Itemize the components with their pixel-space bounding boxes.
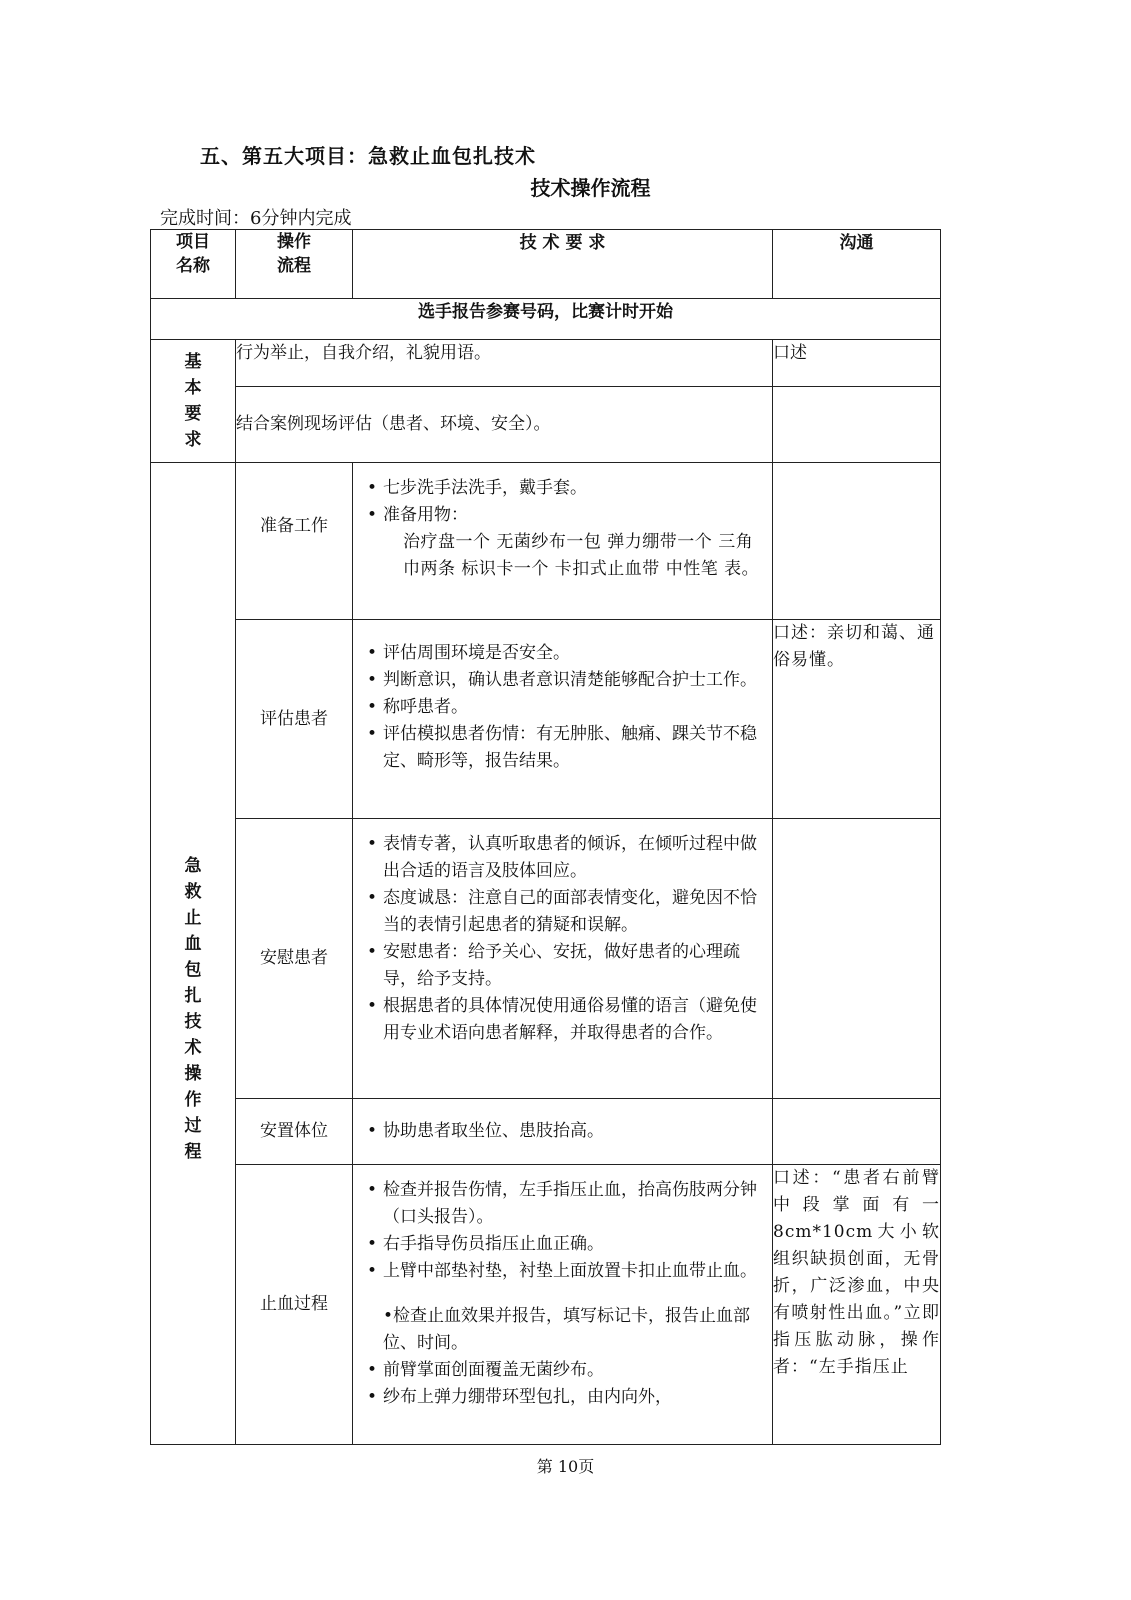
step-comm-hemostasis: 口述：“患者右前臂中段掌面有一8cm*10cm大小软组织缺损创面，无骨折，广泛渗血，中央有喷射性出血。”立即指压肱动脉，操作者：“左手指压止	[773, 1165, 941, 1445]
list-item: • 判断意识，确认患者意识清楚能够配合护士工作。	[383, 667, 764, 694]
list-item: • 上臂中部垫衬垫，衬垫上面放置卡扣止血带止血。	[383, 1258, 764, 1285]
step-name-assess: 评估患者	[236, 620, 353, 819]
basic-row-2	[151, 387, 941, 463]
header-operation-flow: 操作 流程	[236, 230, 353, 299]
list-item: • 安慰患者：给予关心、安抚，做好患者的心理疏导，给予支持。	[383, 939, 764, 993]
step-row-assess	[151, 620, 941, 819]
basic-requirements-label: 基 本 要 求	[151, 340, 236, 463]
table-header-row	[151, 230, 941, 299]
basic-row-2-comm	[773, 387, 941, 463]
list-item: • 前臂掌面创面覆盖无菌纱布。	[383, 1357, 764, 1384]
step-comm-prepare	[773, 463, 941, 620]
list-item: • 协助患者取坐位、患肢抬高。	[383, 1118, 764, 1145]
completion-time: 完成时间：6分钟内完成	[160, 208, 352, 229]
process-label: 急 救 止 血 包 扎 技 术 操 作 过 程	[151, 463, 236, 1445]
header-communication: 沟通	[773, 230, 941, 299]
basic-row-2-text: 结合案例现场评估（患者、环境、安全）。	[236, 387, 773, 463]
section-subheading: 技术操作流程	[530, 176, 651, 200]
supplies-note: 治疗盘一个 无菌纱布一包 弹力绷带一个 三角巾两条 标识卡一个 卡扣式止血带 中性笔 表。	[403, 532, 760, 579]
step-name-comfort: 安慰患者	[236, 819, 353, 1099]
step-comm-comfort	[773, 819, 941, 1099]
page-number: 第 10页	[536, 1457, 595, 1476]
step-row-prepare	[151, 463, 941, 620]
start-banner: 选手报告参赛号码，比赛计时开始	[151, 299, 941, 340]
step-row-hemostasis	[151, 1165, 941, 1445]
list-item: • 态度诚恳：注意自己的面部表情变化，避免因不恰当的表情引起患者的猜疑和误解。	[383, 885, 764, 939]
step-req-prepare	[353, 463, 773, 620]
list-item: • 评估模拟患者伤情：有无肿胀、触痛、踝关节不稳定、畸形等，报告结果。	[383, 721, 764, 775]
basic-row-1-text: 行为举止，自我介绍，礼貌用语。	[236, 340, 773, 387]
step-comm-position	[773, 1099, 941, 1165]
list-item: • 检查并报告伤情，左手指压止血，抬高伤肢两分钟（口头报告）。	[383, 1177, 764, 1231]
list-item: • 表情专著，认真听取患者的倾诉，在倾听过程中做出合适的语言及肢体回应。	[383, 831, 764, 885]
list-item: • 纱布上弹力绷带环型包扎，由内向外，	[383, 1384, 764, 1411]
basic-row-1	[151, 340, 941, 387]
step-req-position	[353, 1099, 773, 1165]
step-row-comfort	[151, 819, 941, 1099]
section-heading: 五、第五大项目：急救止血包扎技术	[200, 144, 536, 168]
step-name-hemostasis: 止血过程	[236, 1165, 353, 1445]
step-req-assess	[353, 620, 773, 819]
list-item: • 准备用物：	[383, 502, 764, 529]
step-req-hemostasis	[353, 1165, 773, 1445]
hemostasis-check-note: •检查止血效果并报告，填写标记卡，报告止血部位、时间。	[383, 1306, 751, 1353]
step-name-prepare: 准备工作	[236, 463, 353, 620]
basic-row-1-comm: 口述	[773, 340, 941, 387]
list-item: • 右手指导伤员指压止血正确。	[383, 1231, 764, 1258]
step-req-comfort	[353, 819, 773, 1099]
list-item: • 评估周围环境是否安全。	[383, 640, 764, 667]
list-item: • 七步洗手法洗手，戴手套。	[383, 475, 764, 502]
list-item: • 称呼患者。	[383, 694, 764, 721]
procedure-table	[150, 229, 941, 1445]
header-technical-requirements: 技 术 要 求	[353, 230, 773, 299]
step-row-position	[151, 1099, 941, 1165]
step-comm-assess: 口述：亲切和蔼、通俗易懂。	[773, 620, 941, 819]
step-name-position: 安置体位	[236, 1099, 353, 1165]
start-banner-row	[151, 299, 941, 340]
header-item-name: 项目 名称	[151, 230, 236, 299]
list-item: • 根据患者的具体情况使用通俗易懂的语言（避免使用专业术语向患者解释，并取得患者的合作。	[383, 993, 764, 1047]
